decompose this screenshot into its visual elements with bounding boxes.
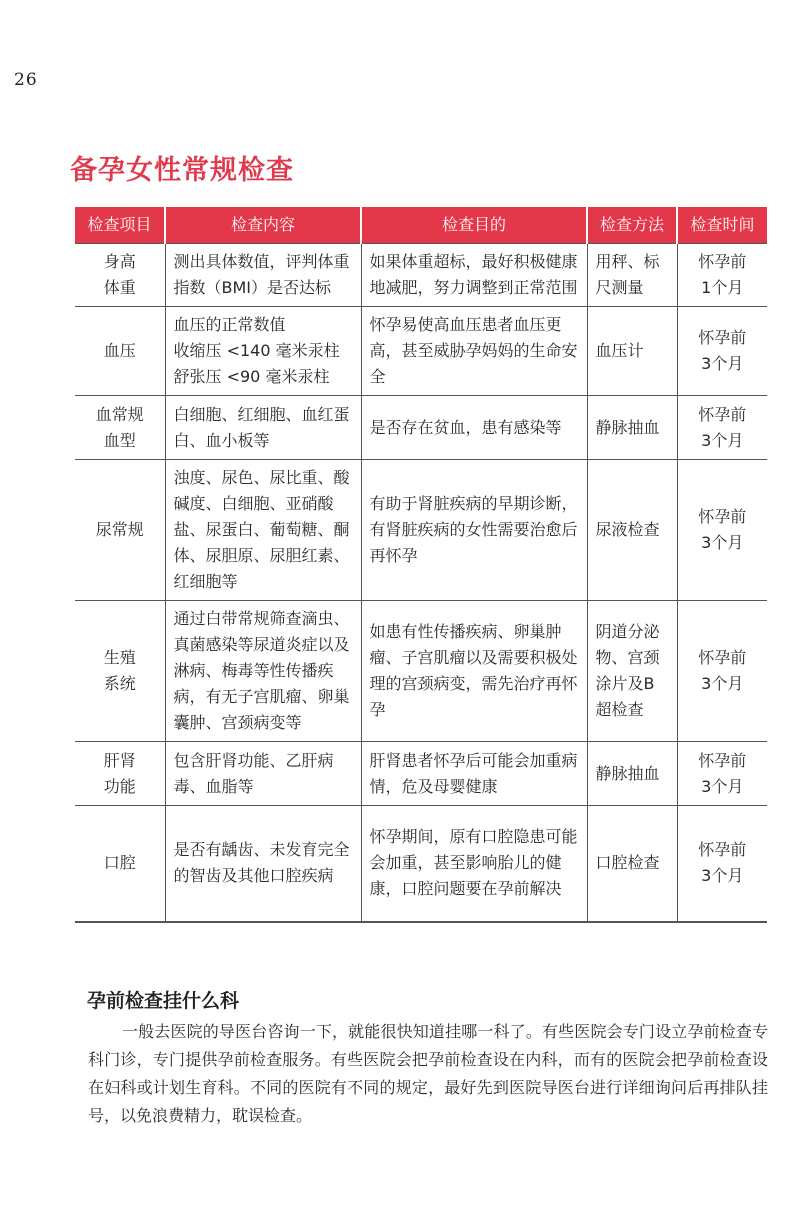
cell-item: 肝肾 功能 xyxy=(75,742,165,806)
table-row xyxy=(75,601,767,742)
cell-method: 静脉抽血 xyxy=(587,742,677,806)
header-item: 检查项目 xyxy=(75,207,165,244)
cell-method: 静脉抽血 xyxy=(587,396,677,460)
cell-time: 怀孕前 3个月 xyxy=(677,601,767,742)
cell-item: 口腔 xyxy=(75,806,165,922)
cell-method: 尿液检查 xyxy=(587,460,677,601)
cell-purpose: 是否存在贫血，患有感染等 xyxy=(361,396,587,460)
header-purpose: 检查目的 xyxy=(361,207,587,244)
header-time: 检查时间 xyxy=(677,207,767,244)
table-row xyxy=(75,307,767,396)
cell-time: 怀孕前 3个月 xyxy=(677,396,767,460)
cell-content: 是否有龋齿、未发育完全的智齿及其他口腔疾病 xyxy=(165,806,361,922)
section-heading: 孕前检查挂什么科 xyxy=(87,990,240,1012)
table-body xyxy=(75,244,767,922)
cell-content: 测出具体数值，评判体重指数（BMI）是否达标 xyxy=(165,244,361,307)
cell-item: 身高 体重 xyxy=(75,244,165,307)
header-content: 检查内容 xyxy=(165,207,361,244)
cell-item: 血压 xyxy=(75,307,165,396)
page-number: 26 xyxy=(14,70,38,90)
cell-purpose: 如患有性传播疾病、卵巢肿瘤、子宫肌瘤以及需要积极处理的宫颈病变，需先治疗再怀孕 xyxy=(361,601,587,742)
cell-time: 怀孕前 3个月 xyxy=(677,806,767,922)
cell-time: 怀孕前 3个月 xyxy=(677,460,767,601)
cell-method: 用秤、标尺测量 xyxy=(587,244,677,307)
cell-item: 生殖 系统 xyxy=(75,601,165,742)
table-header-row xyxy=(75,207,767,244)
cell-purpose: 如果体重超标，最好积极健康地减肥，努力调整到正常范围 xyxy=(361,244,587,307)
section-paragraph: 一般去医院的导医台咨询一下，就能很快知道挂哪一科了。有些医院会专门设立孕前检查专科门诊，专门提供孕前检查服务。有些医院会把孕前检查设在内科，而有的医院会把孕前检查设在妇科或计划生育科。不同的医院有不同的规定，最好先到医院导医台进行详细询问后再排队挂号，以免浪费精力，耽误检查。 xyxy=(88,1022,768,1125)
table-row xyxy=(75,460,767,601)
cell-content: 血压的正常数值 收缩压 <140 毫米汞柱 舒张压 <90 毫米汞柱 xyxy=(165,307,361,396)
cell-purpose: 肝肾患者怀孕后可能会加重病情，危及母婴健康 xyxy=(361,742,587,806)
cell-method: 阴道分泌物、宫颈涂片及B超检查 xyxy=(587,601,677,742)
cell-content: 浊度、尿色、尿比重、酸碱度、白细胞、亚硝酸盐、尿蛋白、葡萄糖、酮体、尿胆原、尿胆红素、红细胞等 xyxy=(165,460,361,601)
cell-method: 口腔检查 xyxy=(587,806,677,922)
table-row xyxy=(75,244,767,307)
cell-purpose: 怀孕期间，原有口腔隐患可能会加重，甚至影响胎儿的健康，口腔问题要在孕前解决 xyxy=(361,806,587,922)
cell-item: 尿常规 xyxy=(75,460,165,601)
page-title: 备孕女性常规检查 xyxy=(70,155,294,186)
cell-method: 血压计 xyxy=(587,307,677,396)
cell-time: 怀孕前 3个月 xyxy=(677,742,767,806)
cell-time: 怀孕前 1个月 xyxy=(677,244,767,307)
cell-content: 通过白带常规筛查滴虫、真菌感染等尿道炎症以及淋病、梅毒等性传播疾病，有无子宫肌瘤、卵巢囊肿、宫颈病变等 xyxy=(165,601,361,742)
header-method: 检查方法 xyxy=(587,207,677,244)
cell-time: 怀孕前 3个月 xyxy=(677,307,767,396)
exam-table xyxy=(75,207,767,923)
cell-content: 白细胞、红细胞、血红蛋白、血小板等 xyxy=(165,396,361,460)
cell-item: 血常规 血型 xyxy=(75,396,165,460)
cell-purpose: 有助于肾脏疾病的早期诊断，有肾脏疾病的女性需要治愈后再怀孕 xyxy=(361,460,587,601)
cell-content: 包含肝肾功能、乙肝病毒、血脂等 xyxy=(165,742,361,806)
table-row xyxy=(75,742,767,806)
table-row xyxy=(75,396,767,460)
table-row xyxy=(75,806,767,922)
cell-purpose: 怀孕易使高血压患者血压更高，甚至威胁孕妈妈的生命安全 xyxy=(361,307,587,396)
